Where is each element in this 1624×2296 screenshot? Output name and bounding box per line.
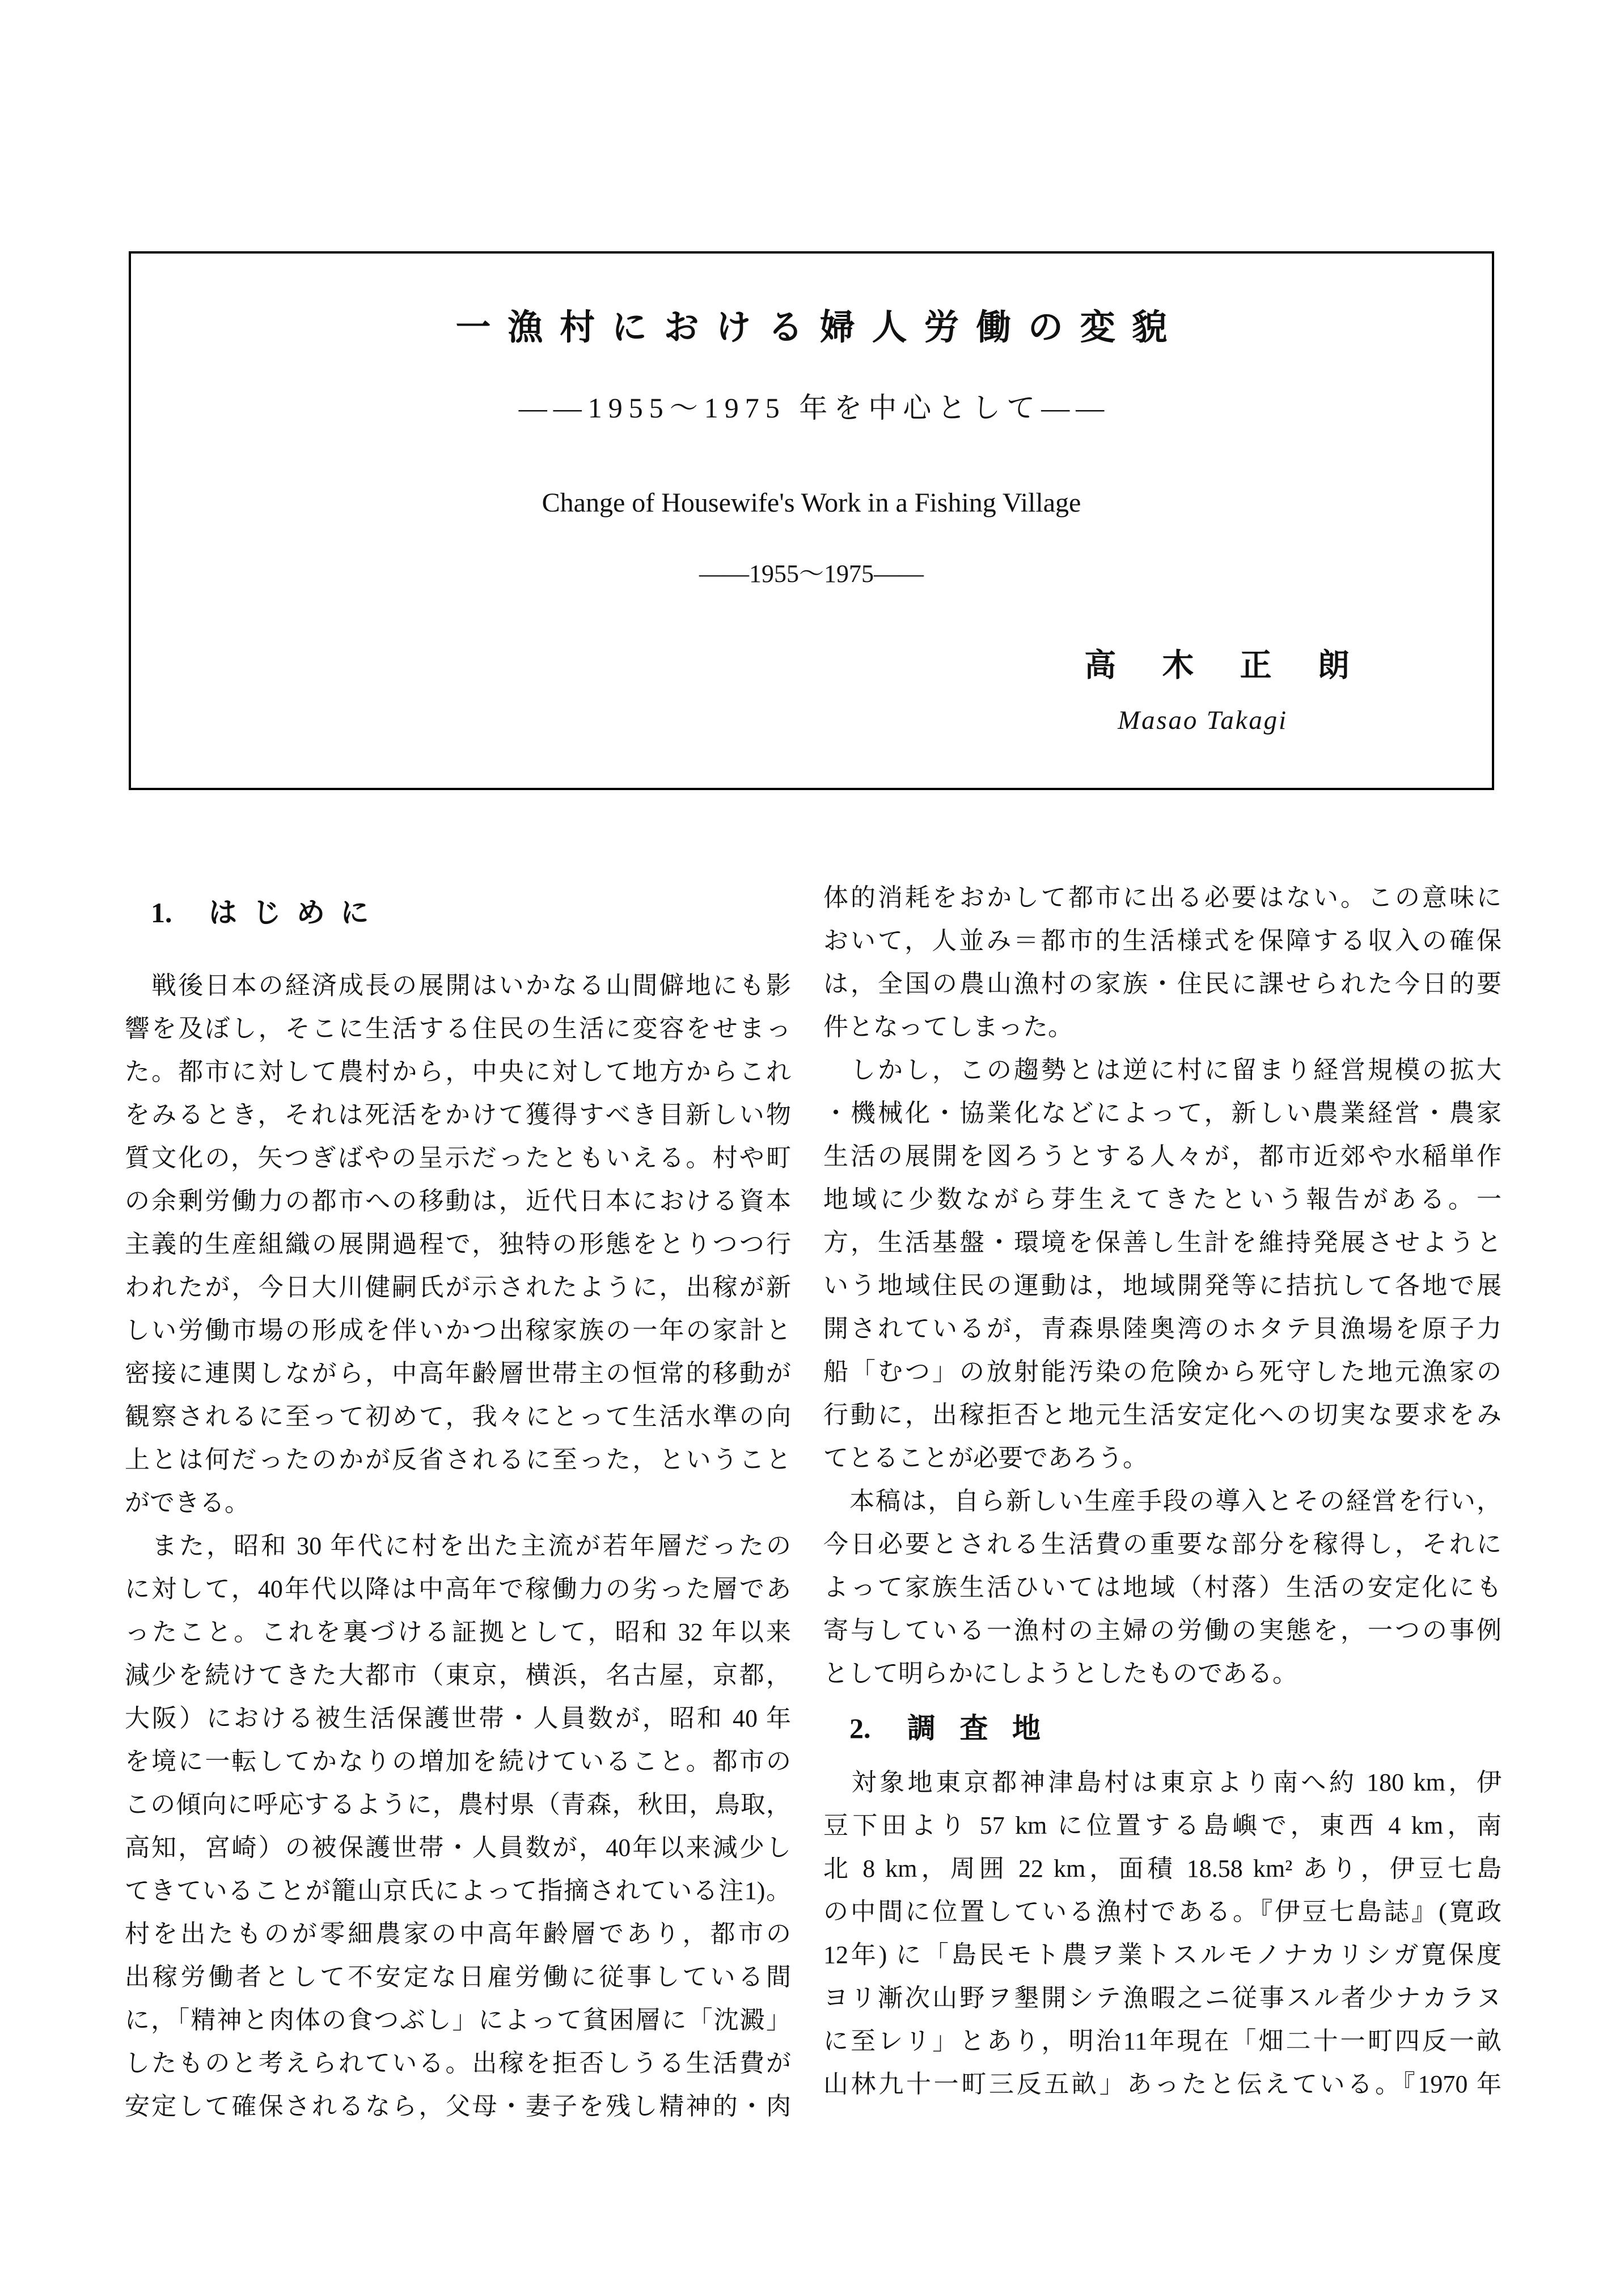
text-line: 村を出たものが零細農家の中高年齢層であり，都市の — [125, 1920, 791, 1948]
right-column-lines-bottom — [823, 1761, 1502, 2106]
text-line: したものと考えられている。出稼を拒否しうる生活費が — [125, 2049, 791, 2077]
text-line: 件となってしまった。 — [823, 1013, 1073, 1041]
text-line: に，「精神と肉体の食つぶし」によって貧困層に「沈澱」 — [125, 2006, 791, 2034]
section-1-heading — [125, 897, 791, 928]
text-line: をみるとき，それは死活をかけて獲得すべき目新しい物 — [125, 1101, 791, 1129]
text-line: 地域に少数ながら芽生えてきたという報告がある。一 — [823, 1185, 1502, 1213]
text-line: しい労働市場の形成を伴いかつ出稼家族の一年の家計と — [125, 1316, 791, 1344]
text-line: 体的消耗をおかして都市に出る必要はない。この意味に — [823, 884, 1502, 911]
text-line: 方，生活基盤・環境を保善し生計を維持発展させようと — [823, 1229, 1502, 1256]
section-2-heading — [823, 1712, 1502, 1744]
right-column — [823, 876, 1502, 2106]
text-line: いう地域住民の運動は，地域開発等に拮抗して各地で展 — [823, 1272, 1502, 1299]
text-line: 安定して確保されるなら，父母・妻子を残し精神的・肉 — [125, 2092, 791, 2120]
text-line: 減少を続けてきた大都市（東京，横浜，名古屋，京都， — [125, 1661, 791, 1689]
author-name-japanese: 高木正朗 — [1084, 648, 1395, 683]
text-line: 上とは何だったのかが反省されるに至った，ということ — [125, 1446, 791, 1474]
text-line: 行動に，出稼拒否と地元生活安定化への切実な要求をみ — [823, 1401, 1502, 1429]
text-line: てとることが必要であろう。 — [823, 1444, 1148, 1472]
text-line: われたが，今日大川健嗣氏が示されたように，出稼が新 — [125, 1273, 791, 1301]
text-line: 主義的生産組織の展開過程で，独特の形態をとりつつ行 — [125, 1230, 791, 1258]
text-line: 豆下田より 57 km に位置する島嶼で，東西 4 km，南 — [823, 1812, 1502, 1839]
text-line: は，全国の農山漁村の家族・住民に課せられた今日的要 — [823, 970, 1502, 998]
section-2-number: 2. — [849, 1712, 871, 1744]
text-line: よって家族生活ひいては地域（村落）生活の安定化にも — [823, 1573, 1502, 1601]
text-line: 戦後日本の経済成長の展開はいかなる山間僻地にも影 — [125, 972, 791, 999]
text-line: おいて，人並み＝都市的生活様式を保障する収入の確保 — [823, 927, 1502, 955]
text-line: 観察されるに至って初めて，我々にとって生活水準の向 — [125, 1403, 791, 1430]
text-line: に至レリ」とあり，明治11年現在「畑二十一町四反一畝 — [823, 2027, 1502, 2055]
text-line: 寄与している一漁村の主婦の労働の実態を，一つの事例 — [823, 1617, 1502, 1644]
text-line: ができる。 — [125, 1489, 249, 1517]
text-line: ったこと。これを裏づける証拠として，昭和 32 年以来 — [125, 1618, 791, 1646]
author-name-romaji: Masao Takagi — [1118, 706, 1288, 735]
section-1-number: 1. — [151, 897, 172, 928]
text-line: の余剰労働力の都市への移動は，近代日本における資本 — [125, 1187, 791, 1215]
text-line: 山林九十一町三反五畝」あったと伝えている。『1970 年 — [823, 2070, 1502, 2098]
text-line: に対して，40年代以降は中高年で稼働力の劣った層であ — [125, 1575, 791, 1603]
text-line: 密接に連関しながら，中高年齢層世帯主の恒常的移動が — [125, 1360, 791, 1387]
right-column-lines-top — [823, 876, 1502, 1695]
title-box — [129, 251, 1494, 790]
text-line: 響を及ぼし，そこに生活する住民の生活に変容をせまっ — [125, 1015, 791, 1043]
text-line: また，昭和 30 年代に村を出た主流が若年層だったの — [125, 1532, 791, 1560]
text-line: 質文化の，矢つぎばやの呈示だったともいえる。村や町 — [125, 1144, 791, 1172]
paper-subtitle-japanese: ――1955～1975 年を中心として―― — [518, 392, 1111, 424]
text-line: ヨリ漸次山野ヲ墾開シテ漁暇之ニ従事スル者少ナカラヌ — [823, 1984, 1502, 2012]
text-line: 船「むつ」の放射能汚染の危険から死守した地元漁家の — [823, 1358, 1502, 1386]
text-line: として明らかにしようとしたものである。 — [823, 1660, 1297, 1687]
text-line: この傾向に呼応するように，農村県（青森，秋田，鳥取， — [125, 1791, 791, 1818]
text-line: ・機械化・協業化などによって，新しい農業経営・農家 — [823, 1099, 1502, 1127]
author-block — [1038, 640, 1395, 736]
paper-subtitle-english: ――1955～1975―― — [699, 560, 924, 588]
text-line: しかし，この趨勢とは逆に村に留まり経営規模の拡大 — [823, 1056, 1502, 1084]
text-line: 12年) に「島民モト農ヲ業トスルモノナカリシガ寛保度 — [823, 1941, 1502, 1969]
section-2-title: 調査地 — [907, 1712, 1065, 1744]
text-line: 今日必要とされる生活費の重要な部分を稼得し，それに — [823, 1530, 1502, 1558]
text-line: てきていることが籠山京氏によって指摘されている注1)。 — [125, 1877, 791, 1905]
section-1-title: はじめに — [209, 897, 384, 928]
text-line: を境に一転してかなりの増加を続けていること。都市の — [125, 1748, 791, 1775]
text-line: 開されているが，青森県陸奥湾のホタテ貝漁場を原子力 — [823, 1315, 1502, 1343]
left-column — [125, 876, 791, 2128]
text-line: 対象地東京都神津島村は東京より南へ約 180 km，伊 — [823, 1769, 1502, 1796]
text-line: 大阪）における被生活保護世帯・人員数が，昭和 40 年 — [125, 1704, 791, 1732]
left-column-lines — [125, 964, 791, 2128]
text-line: 北 8 km，周囲 22 km，面積 18.58 km² あり，伊豆七島 — [823, 1855, 1502, 1883]
text-line: の中間に位置している漁村である。『伊豆七島誌』(寛政 — [823, 1898, 1502, 1926]
text-line: た。都市に対して農村から，中央に対して地方からこれ — [125, 1058, 791, 1086]
text-line: 出稼労働者として不安定な日雇労働に従事している間 — [125, 1963, 791, 1991]
text-line: 生活の展開を図ろうとする人々が，都市近郊や水稲単作 — [823, 1142, 1502, 1170]
text-line: 本稿は，自ら新しい生産手段の導入とその経営を行い， — [823, 1487, 1502, 1515]
paper-title-english: Change of Housewife's Work in a Fishing Village — [542, 488, 1081, 518]
text-line: 高知，宮崎）の被保護世帯・人員数が，40年以来減少し — [125, 1834, 791, 1862]
paper-title-japanese: 一漁村における婦人労働の変貌 — [455, 309, 1185, 347]
